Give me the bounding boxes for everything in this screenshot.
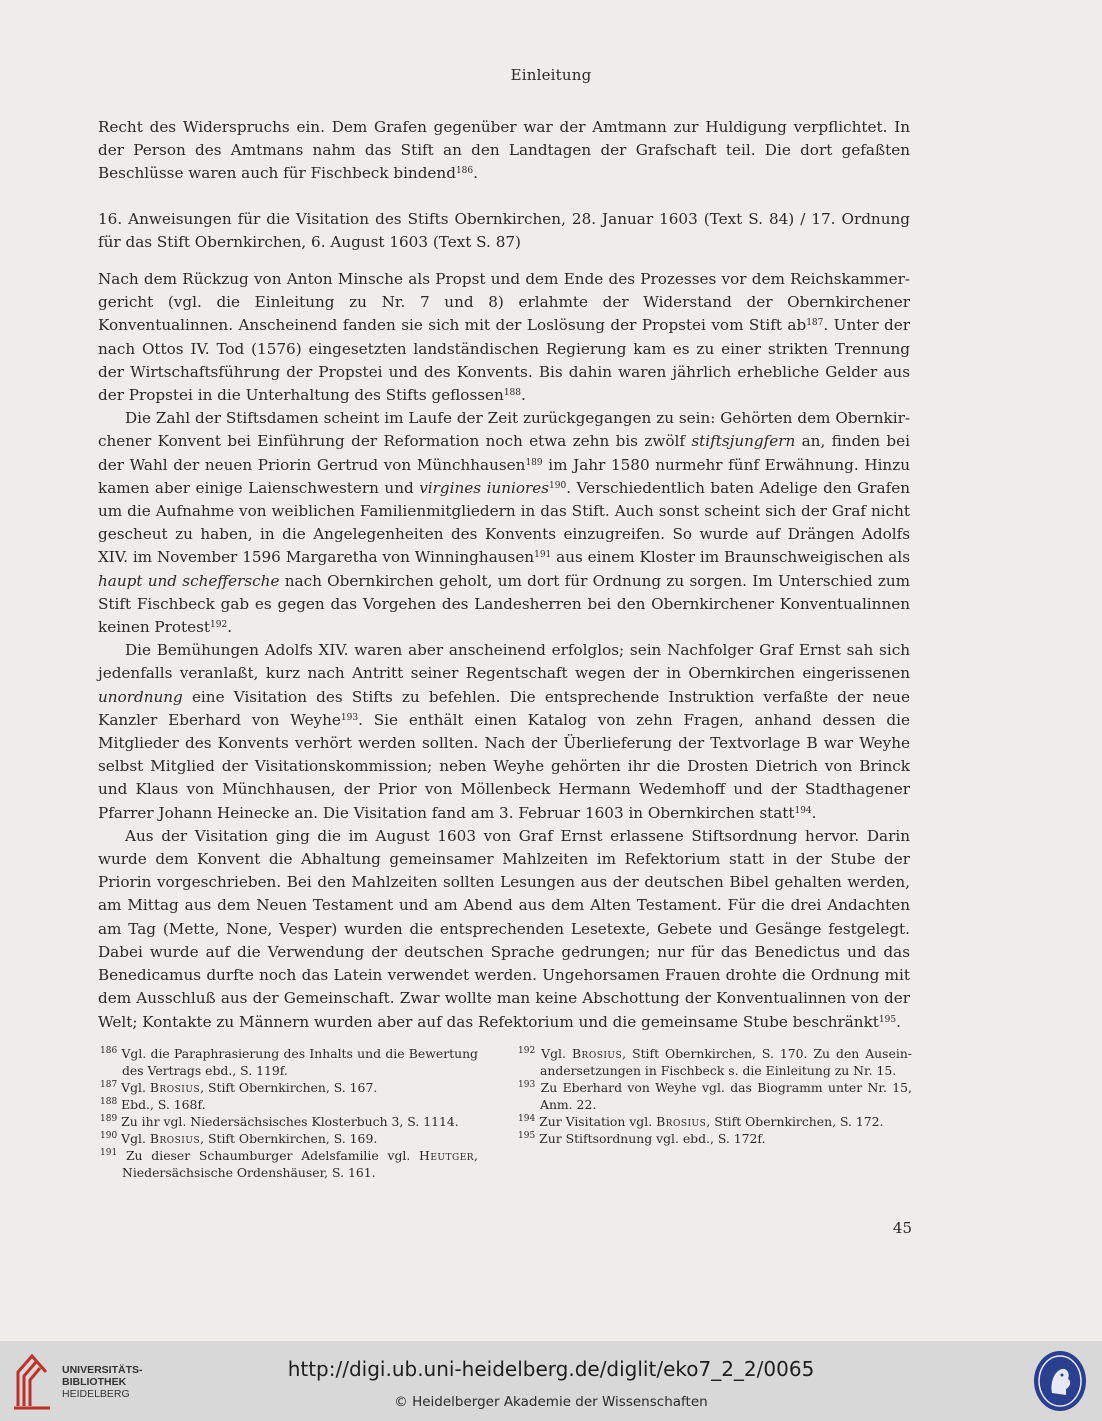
paragraph-text: Die Bemühungen Adolfs XIV. waren aber anscheinend erfolglos; sein Nachfolger Graf Ernst sah sich jedenfalls veranlaßt, kurz nach Antritt seiner Regentschaft wegen der in Obernkirchen eingerissenen	[98, 641, 910, 683]
footnote-number: 194	[518, 1114, 536, 1124]
paragraph-text: Recht des Widerspruchs ein. Dem Grafen gegenüber war der Amtmann zur Huldigung verpflichtet. In der Person des Amtmans nahm das Stift an den Landtagen der Grafschaft teil. Die dort gefaßten Beschlüsse waren auch für Fischbeck bindend	[98, 118, 910, 183]
footnote	[100, 1113, 478, 1130]
footnote-text: Vgl.	[541, 1046, 572, 1061]
footnote	[100, 1147, 478, 1181]
footnote-text: Vgl.	[121, 1131, 150, 1146]
italic-quote: haupt und scheffersche	[98, 571, 280, 590]
footnote-text: , Stift Obernkirchen, S. 169.	[200, 1131, 378, 1146]
paragraph-1: Recht des Widerspruchs ein. Dem Grafen gegenüber war der Amtmann zur Huldigung verpflichtet. In der Person des Amtmans nahm das Stift an den Landtagen der Grafschaft teil. Die dort gefaßten Beschlüsse waren auch für Fischbeck bindend$^{186}$.	[98, 118, 910, 183]
italic-quote: virgines iuniores	[419, 478, 550, 497]
author-name: Brosius	[571, 1046, 623, 1061]
footnote	[100, 1045, 478, 1079]
footnote-text: Zu Eberhard von Weyhe vgl. das Biogramm unter Nr. 15, Anm. 22.	[540, 1080, 912, 1112]
paragraph-text: eine Visitation des Stifts zu befehlen. Die entsprechende Instruktion verfaßte der neue Kanzler Eberhard von Weyhe	[98, 687, 910, 729]
paragraph-text: Nach dem Rückzug von Anton Minsche als Propst und dem Ende des Prozesses vor dem Reichskammergericht (vgl. die Einleitung zu Nr. 7 und 8) erlahmte der Widerstand der Obernkirchener Konventualinnen. Anscheinend fanden sie sich mit der Loslösung der Propstei vom Stift ab	[98, 270, 910, 335]
footnote-text: Vgl.	[121, 1080, 150, 1095]
footnote-number: 191	[100, 1148, 118, 1158]
section-heading	[98, 208, 910, 254]
footnote-number: 187	[100, 1080, 118, 1090]
footnote	[100, 1096, 478, 1113]
running-header: Einleitung	[510, 66, 592, 84]
footnote-text: , Stift Obernkirchen, S. 170. Zu den Auseinandersetzungen in Fischbeck s. die Einleitung zu Nr. 15.	[540, 1046, 912, 1078]
footnote-text: Vgl. die Paraphrasierung des Inhalts und die Bewertung des Vertrags ebd., S. 119f.	[121, 1046, 478, 1078]
footnote	[100, 1130, 478, 1147]
footnote-number: 193	[518, 1080, 536, 1090]
footnote-number: 189	[100, 1114, 118, 1124]
paragraph-text: Die Zahl der Stiftsdamen scheint im Laufe der Zeit zurückgegangen zu sein: Gehörten dem Obernkirchener Konvent bei Einführung der Reformation noch etwa zehn bis zwölf	[98, 409, 910, 451]
footnote-number: 195	[518, 1131, 536, 1141]
footnote-ref[interactable]: 187	[806, 318, 824, 329]
author-name: Brosius	[149, 1131, 201, 1146]
paragraph-text: . Sie enthält einen Katalog von zehn Fragen, anhand dessen die Mitglieder des Konvents verhört werden sollten. Nach der Überlieferung der Textvorlage B war Weyhe selbst Mitglied der Visitationskommission; neben Weyhe gehörten ihr die Drosten Dietrich von Brinck und Klaus von Münchhausen, der Prior von Möllenbeck Hermann Wedemhoff und der Stadthagener Pfarrer Johann Heinecke an. Die Visitation fand am 3. Februar 1603 in Obernkirchen statt	[98, 710, 910, 822]
academy-seal[interactable]	[1032, 1349, 1088, 1413]
main-text: Nach dem Rückzug von Anton Minsche als Propst und dem Ende des Prozesses vor dem Reichskammergericht (vgl. die Einleitung zu Nr. 7 und 8) erlahmte der Widerstand der Obernkirchener Konventualinnen. Anscheinend fanden sie sich mit der Loslösung der Propstei vom Stift $ab^{187}$. Unter der nach Ottos IV. Tod (1576) eingesetzten landständischen Regierung kam es zu einer strikten Trennung der Wirtschaftsführung der Propstei und des Konvents. Bis dahin waren jährlich erhebliche Gelder aus der Propstei in die Unterhaltung des Stifts geflossen$^{188}$. Die Zahl der Stiftsdamen scheint im Laufe der Zeit zurückgegangen zu sein: Gehörten dem Obernkirchener Konvent bei Einführung der Reformation noch etwa zehn bis zwölf stiftsjungfern an, finden bei der Wahl der neuen Priorin Gertrud von Münchhausen$^{189}$ im Jahr 1580 nurmehr fünf Erwähnung. Hinzu kamen aber einige Laienschwestern und virgines iuniores$^{190}$. Verschiedentlich baten Adelige den Grafen um die Aufnahme von weiblichen Familienmitgliedern in das Stift. Auch sonst scheint sich der Graf nicht gescheut zu haben, in die Angelegenheiten des Konvents einzugreifen. So wurde auf Drängen Adolfs XIV. im November 1596 Margaretha von Winninghausen$^{191}$ aus einem Kloster im Braunschweigischen als haupt und scheffersche nach Obernkirchen geholt, um dort für Ordnung zu sorgen. Im Unterschied zum Stift Fischbeck gab es gegen das Vorgehen des Landesherren bei den Obernkirchener Konventualinnen keinen Protest$^{192}$. Die Bemühungen Adolfs XIV. waren aber anscheinend erfolglos; sein Nachfolger Graf Ernst sah sich jedenfalls veranlaßt, kurz nach Antritt seiner Regentschaft wegen der in Obernkirchen eingerissenen unordnung eine Visitation des Stifts zu befehlen. Die entsprechende Instruktion verfaßte der neue Kanzler Eberhard von Weyhe$^{193}$. Sie enthält einen Katalog von zehn Fragen, anhand dessen die Mitglieder des Konvents verhört werden sollten. Nach der Überlieferung der Textvorlage B war Weyhe selbst Mitglied der Visitationskommission; neben Weyhe gehörten ihr die Drosten Dietrich von Brinck und Klaus von Münchhausen, der Prior von Möllenbeck Hermann Wedemhoff und der Stadthagener Pfarrer Johann Heinecke an. Die Visitation fand am 3. Februar 1603 in Obernkirchen statt$^{194}$. Aus der Visitation ging die im August 1603 von Graf Ernst erlassene Stiftsordnung hervor. Darin wurde dem Konvent die Abhaltung gemeinsamer Mahlzeiten im Refektorium statt in der Stube der Priorin vorgeschrieben. Bei den Mahlzeiten sollten Lesungen aus der deutschen Bibel gehalten werden, am Mittag aus dem Neuen Testament und am Abend aus dem Alten Testament. Für die drei Andachten am Tag (Mette, None, Vesper) wurden die entsprechenden Lesetexte, Gebete und Gesänge festgelegt. Dabei wurde auf die Verwendung der deutschen Sprache gedrungen; nur für das Benedictus und das Benedicamus durfte noch das Latein verwendet werden. Ungehorsamen Frauen drohte die Ordnung mit dem Ausschluß aus der Gemeinschaft. Zwar wollte man keine Abschottung der Konventualinnen von der Welt; Kontakte zu Männern wurden aber auf das Refektorium und die gemeinsame Stube beschränkt$^{195}$.	[98, 270, 911, 1031]
paragraph-text: nach Obernkirchen geholt, um dort für Ordnung zu sorgen. Im Unterschied zum Stift Fischbeck gab es gegen das Vorgehen des Landesherren bei den Obernkirchener Konventualinnen keinen Protest	[98, 571, 911, 637]
footnote-ref[interactable]: 194	[794, 805, 812, 816]
paragraph-text: . Verschiedentlich baten Adelige den Grafen um die Aufnahme von weiblichen Familienmitgliedern in das Stift. Auch sonst scheint sich der Graf nicht gescheut zu haben, in die Angelegenheiten des Konvents einzugreifen. So wurde auf Drängen Adolfs XIV. im November 1596 Margaretha von Winninghausen	[98, 478, 910, 567]
author-name: Heutger	[419, 1148, 475, 1163]
footnote-text: Zur Stiftsordnung vgl. ebd., S. 172f.	[539, 1131, 766, 1146]
footnote-number: 186	[100, 1046, 118, 1056]
footnote-ref[interactable]: 188	[503, 388, 521, 399]
footnote	[518, 1113, 912, 1130]
academy-seal-icon	[1032, 1349, 1088, 1413]
logo-line-3: HEIDELBERG	[62, 1388, 130, 1400]
logo-line-1: UNIVERSITÄTS-	[62, 1364, 143, 1376]
italic-quote: stiftsjungfern	[691, 432, 796, 451]
footnotes-left	[100, 1045, 478, 1181]
footnote	[518, 1079, 912, 1113]
footnote-ref[interactable]: 195	[878, 1014, 897, 1025]
paragraph-text: Aus der Visitation ging die im August 1603 von Graf Ernst erlassene Stiftsordnung hervor. Darin wurde dem Konvent die Abhaltung gemeinsamer Mahlzeiten im Refektorium statt in der Stube der Priorin vorgeschrieben. Bei den Mahlzeiten sollten Lesungen aus der deutschen Bibel gehalten werden, am Mittag aus dem Neuen Testament und am Abend aus dem Alten Testament. Für die drei Andachten am Tag (Mette, None, Vesper) wurden die entsprechenden Lesetexte, Gebete und Gesänge festgelegt. Dabei wurde auf die Verwendung der deutschen Sprache gedrungen; nur für das Benedictus und das Benedicamus durfte noch das Latein verwendet werden. Ungehorsamen Frauen drohte die Ordnung mit dem Ausschluß aus der Gemeinschaft. Zwar wollte man keine Abschottung der Konventualinnen von der Welt; Kontakte zu Männern wurden aber auf das Refektorium und die gemeinsame Stube beschränkt	[98, 826, 910, 1031]
footnote-text: Ebd., S. 168f.	[121, 1097, 206, 1112]
footnote-text: Zur Visitation vgl.	[539, 1114, 657, 1129]
footnote-text: , Stift Obernkirchen, S. 172.	[706, 1114, 884, 1129]
section-heading-text: 16. Anweisungen für die Visitation des Stifts Obernkirchen, 28. Januar 1603 (Text S. 84) / 17. Ordnung für das Stift Obernkirchen, 6. August 1603 (Text S. 87)	[98, 210, 910, 252]
permalink-url[interactable]: http://digi.ub.uni-heidelberg.de/diglit/eko7_2_2/0065	[287, 1357, 815, 1381]
footnote-ref[interactable]: 186	[455, 166, 474, 177]
paragraph-text: aus einem Kloster im Braunschweigischen als	[551, 548, 910, 567]
author-name: Brosius	[149, 1080, 201, 1095]
footnote-ref[interactable]: 192	[210, 620, 228, 631]
footnote	[518, 1130, 912, 1147]
footer-bar	[0, 1341, 1102, 1421]
copyright-notice: © Heidelberger Akademie der Wissenschaften	[394, 1394, 708, 1410]
logo-line-2: BIBLIOTHEK	[62, 1376, 127, 1388]
footnote-text: , Niedersächsische Ordenshäuser, S. 161.	[122, 1148, 478, 1180]
italic-quote: unordnung	[98, 687, 183, 706]
footnote-text: , Stift Obernkirchen, S. 167.	[200, 1080, 378, 1095]
footnote	[518, 1045, 912, 1079]
paragraph-text: . Unter der nach Ottos IV. Tod (1576) eingesetzten landständischen Regierung kam es zu einer strikten Trennung der Wirtschaftsführung der Propstei und des Konvents. Bis dahin waren jährlich erhebliche Gelder aus der Propstei in die Unterhaltung des Stifts geflossen	[98, 316, 910, 405]
footnote-number: 188	[100, 1097, 118, 1107]
footnote-ref[interactable]: 193	[340, 712, 359, 723]
footnote	[100, 1079, 478, 1096]
footnote-ref[interactable]: 189	[525, 457, 543, 468]
footnote-number: 190	[100, 1131, 118, 1141]
footnote-number: 192	[518, 1046, 536, 1056]
footnote-ref[interactable]: 191	[534, 550, 552, 561]
footnotes-right	[518, 1045, 912, 1147]
author-name: Brosius	[656, 1114, 707, 1129]
footnote-ref[interactable]: 190	[549, 480, 567, 491]
paragraph-text: an, finden bei der Wahl der neuen Priorin Gertrud von Münchhausen	[98, 432, 910, 474]
footnote-text: Zu ihr vgl. Niedersächsisches Klosterbuch 3, S. 1114.	[121, 1114, 459, 1129]
page-number: 45	[892, 1219, 912, 1237]
paragraph-text: im Jahr 1580 nurmehr fünf Erwähnung. Hinzu kamen aber einige Laienschwestern und	[98, 455, 910, 497]
footnote-text: Zu dieser Schaumburger Adelsfamilie vgl.	[125, 1148, 420, 1163]
